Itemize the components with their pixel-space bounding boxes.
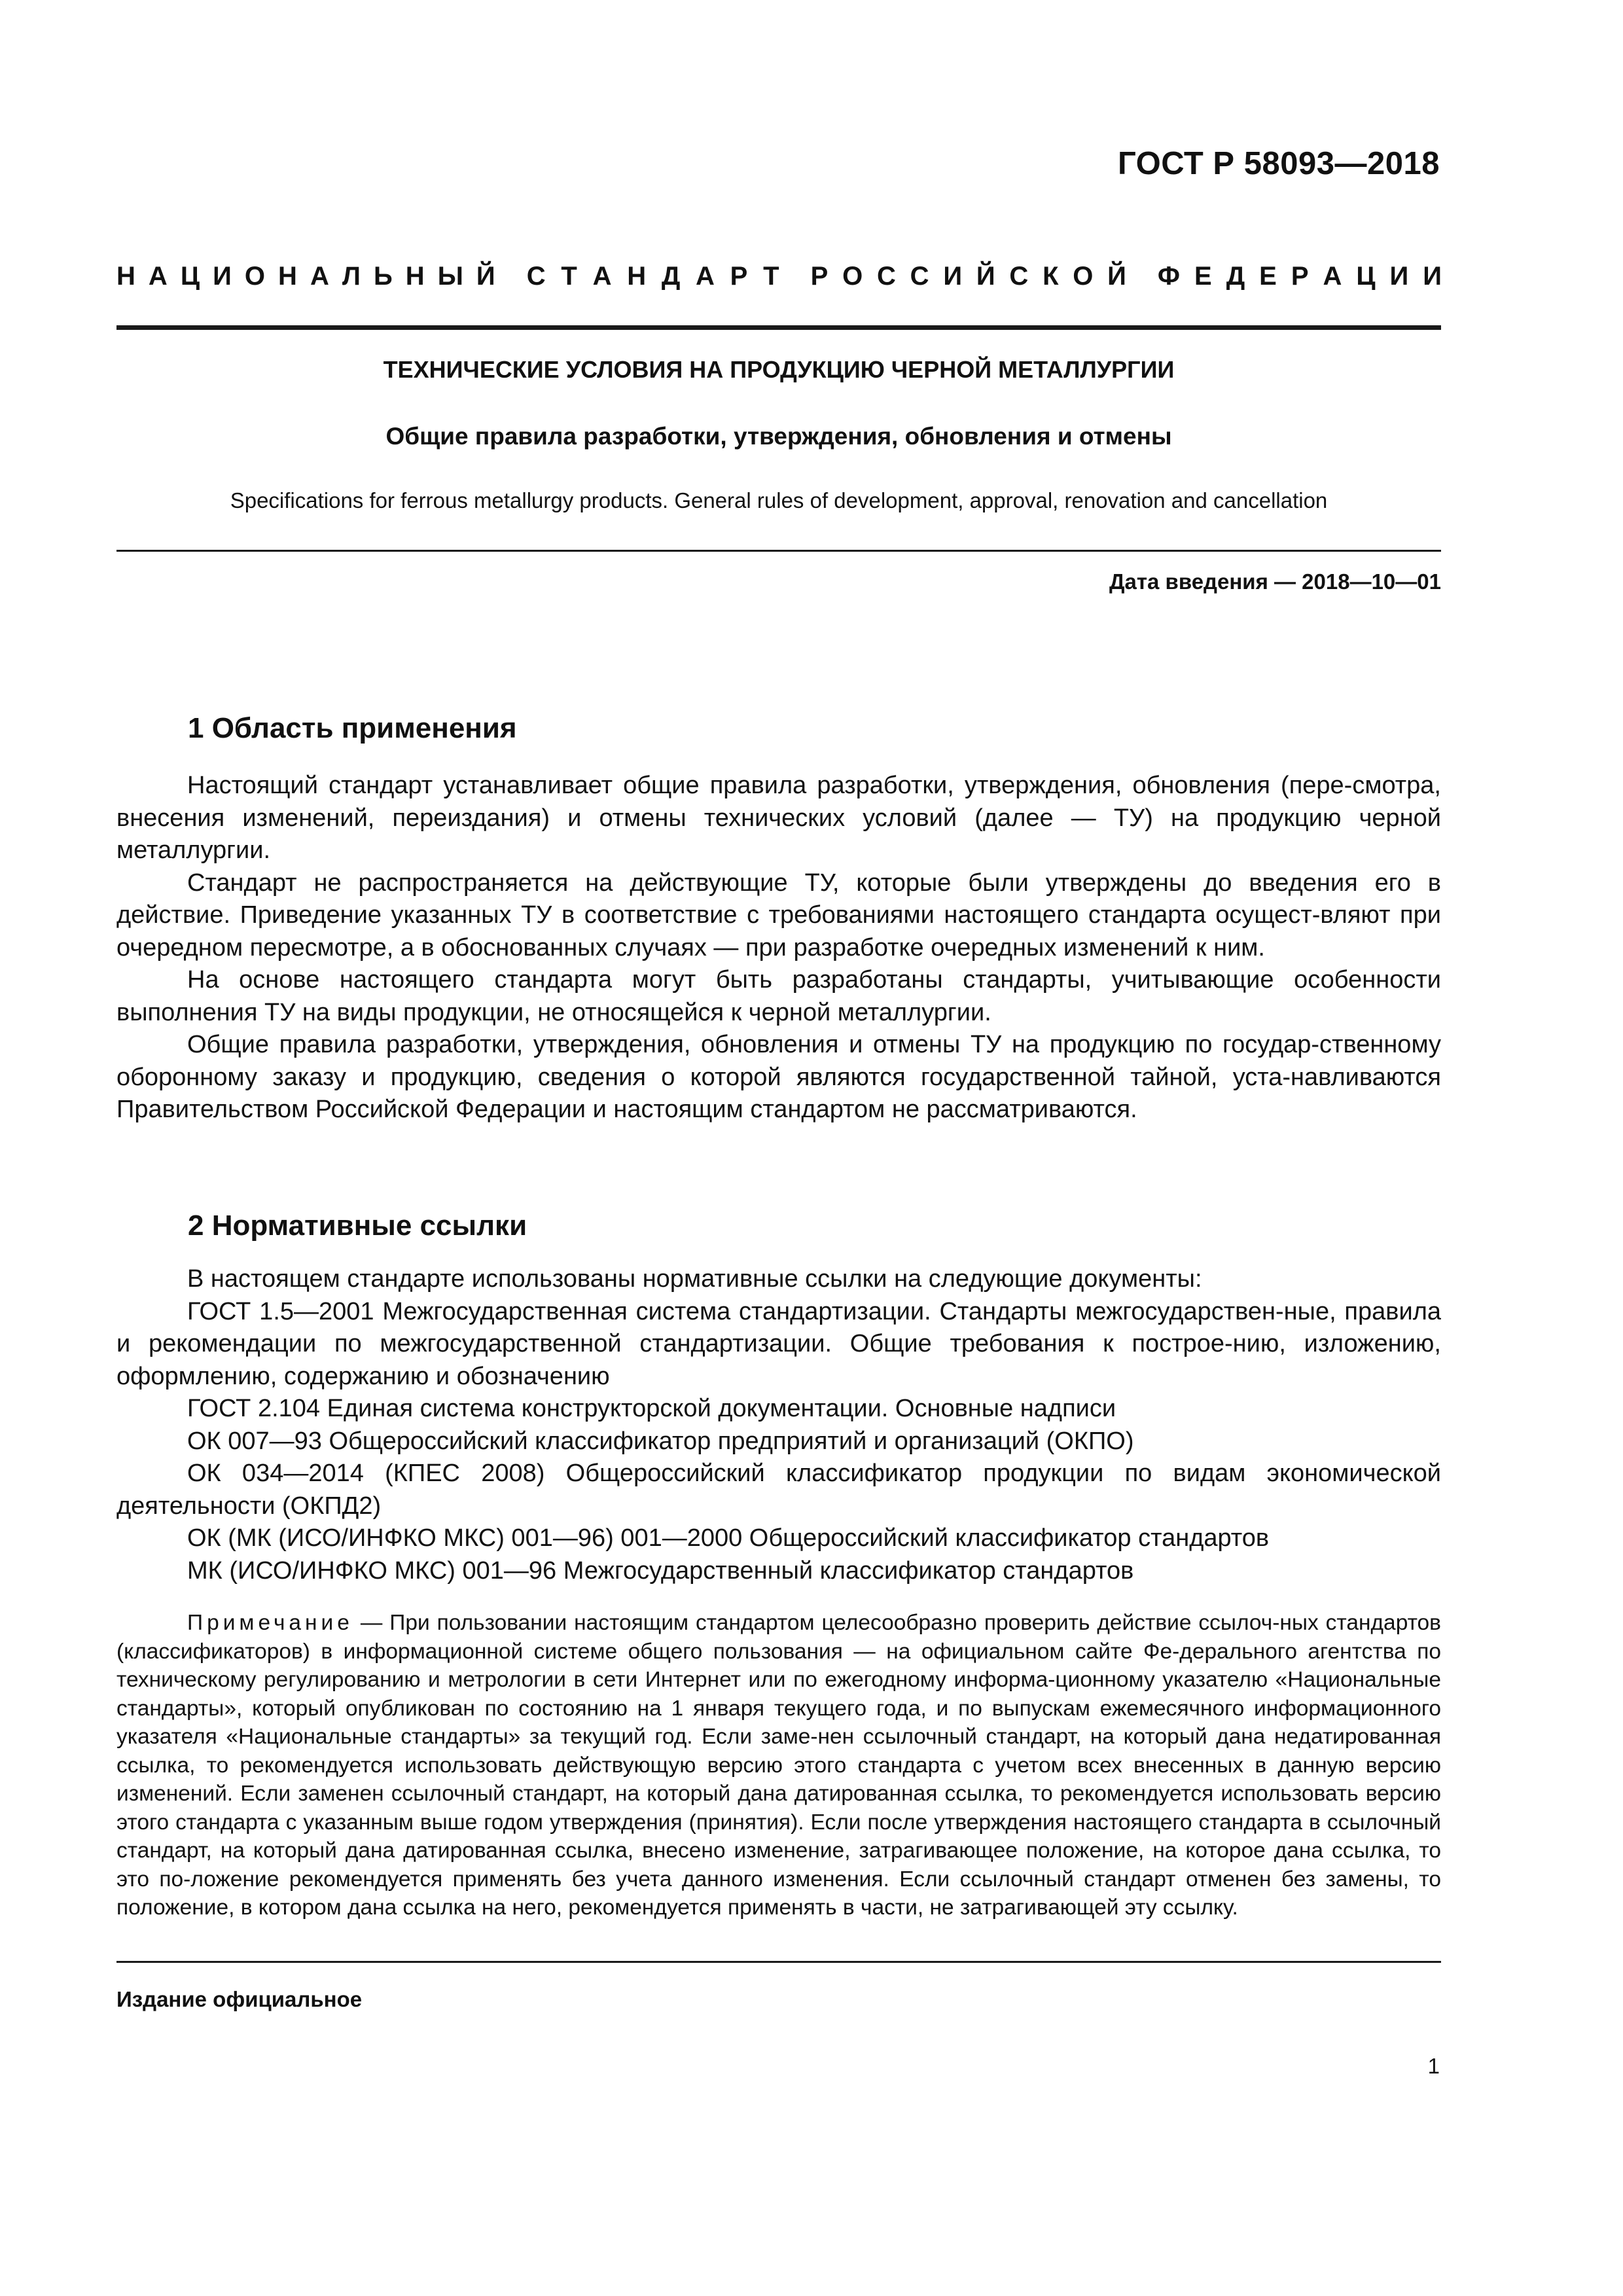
page-number: 1 <box>1427 2054 1440 2078</box>
reference-item: МК (ИСО/ИНФКО МКС) 001—96 Межгосударственный классификатор стандартов <box>187 1556 1134 1585</box>
reference-item: ОК 034—2014 (КПЕС 2008) Общероссийский классификатор продукции по видам экономической деятельности (ОКПД2) <box>116 1460 1441 1520</box>
header-rule <box>116 325 1441 330</box>
document-title-english: Specifications for ferrous metallurgy products. General rules of development, approval, renovation and cancellation <box>230 488 1328 512</box>
reference-item: ОК (МК (ИСО/ИНФКО МКС) 001—96) 001—2000 Общероссийский классификатор стандартов <box>187 1524 1270 1552</box>
section-1-paragraph: Стандарт не распространяется на действующие ТУ, которые были утверждены до введения его в действие. Приведение указанных ТУ в соответствие с требованиями настоящего стандарта осущест-вляют при очередном пересмотре, а в обоснованных случаях — при разработке очередных изменений к ним. <box>116 869 1441 961</box>
national-standard-banner <box>116 262 1442 291</box>
note-block <box>116 1609 1441 1922</box>
note-label: Примечание <box>187 1611 353 1635</box>
section-1-body <box>116 770 1441 1126</box>
reference-item: ГОСТ 2.104 Единая система конструкторской документации. Основные надписи <box>187 1395 1116 1422</box>
note-text: — При пользовании настоящим стандартом целесообразно проверить действие ссылоч-ных стандартов (классификаторов) в информационной системе общего пользования — на официальном сайте Фе-дерального агентства по техническому регулированию и метрологии в сети Интернет или по ежегодному информа-ционному указателю «Национальные стандарты», который опубликован по состоянию на 1 января текущего года, и по выпускам ежемесячного информационного указателя «Национальные стандарты» за текущий год. Если заме-нен ссылочный стандарт, на который дана недатированная ссылка, то рекомендуется использовать действующую версию этого стандарта с учетом всех внесенных в данную версию изменений. Если заменен ссылочный стандарт, на который дана датированная ссылка, то рекомендуется использовать версию этого стандарта с указанным выше годом утверждения (принятия). Если после утверждения настоящего стандарта в ссылочный стандарт, на который дана датированная ссылка, внесено изменение, затрагивающее положение, на которое дана ссылка, то это по-ложение рекомендуется применять без учета данного изменения. Если ссылочный стандарт отменен без замены, то положение, в котором дана ссылка на него, рекомендуется применять в части, не затрагивающей эту ссылку. <box>116 1611 1441 1920</box>
national-standard-word: Ф Е Д Е Р А Ц И И <box>1157 262 1442 291</box>
national-standard-word: Н А Ц И О Н А Л Ь Н Ы Й <box>116 262 495 291</box>
edition-label: Издание официальное <box>116 1987 363 2011</box>
national-standard-word: Р О С С И Й С К О Й <box>810 262 1126 291</box>
section-1-heading: 1 Область применения <box>188 712 517 744</box>
reference-item: ГОСТ 1.5—2001 Межгосударственная система стандартизации. Стандарты межгосударствен-ные, правила и рекомендации по межгосударственной стандартизации. Общие требования к построе-нию, изложению, оформлению, содержанию и обозначению <box>116 1297 1441 1390</box>
section-2-heading: 2 Нормативные ссылки <box>188 1210 527 1242</box>
section-1-paragraph: Настоящий стандарт устанавливает общие правила разработки, утверждения, обновления (пере-смотра, внесения изменений, переиздания) и отмены технических условий (далее — ТУ) на продукцию черной металлургии. <box>116 772 1441 864</box>
date-introduced: Дата введения — 2018—10—01 <box>1109 569 1441 594</box>
national-standard-word: С Т А Н Д А Р Т <box>526 262 779 291</box>
gost-identifier: ГОСТ Р 58093—2018 <box>1117 146 1440 181</box>
title-rule <box>116 550 1441 552</box>
section-1-paragraph: На основе настоящего стандарта могут быть разработаны стандарты, учитывающие особенности выполнения ТУ на виды продукции, не относящейся к черной металлургии. <box>116 966 1441 1026</box>
section-1-paragraph: Общие правила разработки, утверждения, обновления и отмены ТУ на продукцию по государ-ственному оборонному заказу и продукцию, сведения о которой являются государственной тайной, уста-навливаются Правительством Российской Федерации и настоящим стандартом не рассматриваются. <box>116 1031 1441 1123</box>
document-title: ТЕХНИЧЕСКИЕ УСЛОВИЯ НА ПРОДУКЦИЮ ЧЕРНОЙ МЕТАЛЛУРГИИ <box>383 356 1175 383</box>
document-subtitle: Общие правила разработки, утверждения, обновления и отмены <box>385 423 1172 450</box>
section-2-body <box>116 1263 1441 1587</box>
references-intro: В настоящем стандарте использованы нормативные ссылки на следующие документы: <box>187 1265 1202 1293</box>
reference-item: ОК 007—93 Общероссийский классификатор предприятий и организаций (ОКПО) <box>187 1427 1134 1455</box>
footer-rule <box>116 1961 1441 1963</box>
